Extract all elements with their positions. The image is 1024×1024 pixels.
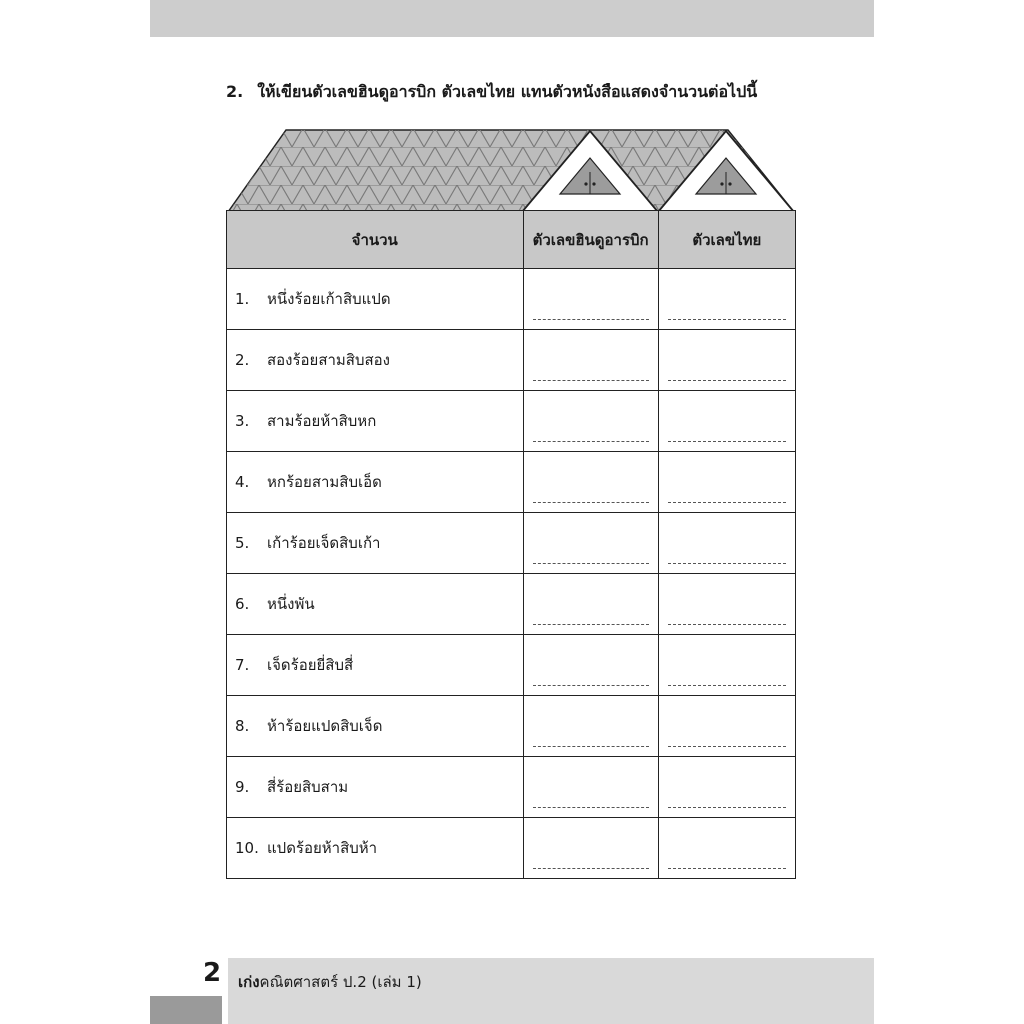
amount-text: ห้าร้อยแปดสิบเจ็ด: [267, 717, 383, 735]
arabic-answer-blank[interactable]: [523, 330, 658, 391]
arabic-answer-blank[interactable]: [523, 269, 658, 330]
page-number: 2: [202, 958, 222, 988]
book-title-text: คณิตศาสตร์ ป.2 (เล่ม 1): [259, 973, 422, 991]
amount-cell: [227, 330, 524, 391]
amount-text: แปดร้อยห้าสิบห้า: [267, 839, 378, 857]
item-number: 5.: [235, 534, 250, 552]
table-header-row: [227, 211, 796, 269]
amount-cell: [227, 818, 524, 879]
item-number: 2.: [235, 351, 250, 369]
table-row: [227, 635, 796, 696]
thai-answer-blank[interactable]: [658, 269, 795, 330]
table-row: [227, 330, 796, 391]
table-row: [227, 696, 796, 757]
thai-answer-blank[interactable]: [658, 818, 795, 879]
table-row: [227, 574, 796, 635]
amount-text: สองร้อยสามสิบสอง: [267, 351, 390, 369]
arabic-answer-blank[interactable]: [523, 452, 658, 513]
amount-cell: [227, 391, 524, 452]
exercise-number: 2.: [226, 82, 244, 101]
table-row: [227, 757, 796, 818]
arabic-answer-blank[interactable]: [523, 635, 658, 696]
number-conversion-table: [226, 210, 796, 879]
item-number: 10.: [235, 839, 259, 857]
thai-answer-blank[interactable]: [658, 696, 795, 757]
arabic-answer-blank[interactable]: [523, 574, 658, 635]
item-number: 9.: [235, 778, 250, 796]
amount-cell: [227, 696, 524, 757]
thai-answer-blank[interactable]: [658, 330, 795, 391]
arabic-answer-blank[interactable]: [523, 391, 658, 452]
table-row: [227, 391, 796, 452]
arabic-answer-blank[interactable]: [523, 513, 658, 574]
amount-text: เก้าร้อยเจ็ดสิบเก้า: [267, 534, 381, 552]
house-roof-illustration: [226, 128, 796, 214]
arabic-answer-blank[interactable]: [523, 818, 658, 879]
exercise-instruction-text: ให้เขียนตัวเลขฮินดูอารบิก ตัวเลขไทย แทนตัวหนังสือแสดงจำนวนต่อไปนี้: [257, 82, 758, 101]
thai-answer-blank[interactable]: [658, 513, 795, 574]
header-arabic-numerals: ตัวเลขฮินดูอารบิก: [523, 211, 658, 269]
thai-answer-blank[interactable]: [658, 635, 795, 696]
table-row: [227, 513, 796, 574]
amount-cell: [227, 269, 524, 330]
header-amount: จำนวน: [227, 211, 524, 269]
table-row: [227, 818, 796, 879]
exercise-instruction: [226, 80, 757, 105]
book-title: [238, 970, 422, 994]
item-number: 8.: [235, 717, 250, 735]
amount-text: สี่ร้อยสิบสาม: [267, 778, 349, 796]
footer-corner-block: [150, 996, 222, 1024]
top-gray-bar: [150, 0, 874, 37]
amount-cell: [227, 635, 524, 696]
thai-answer-blank[interactable]: [658, 757, 795, 818]
amount-cell: [227, 574, 524, 635]
item-number: 4.: [235, 473, 250, 491]
item-number: 1.: [235, 290, 250, 308]
item-number: 6.: [235, 595, 250, 613]
amount-cell: [227, 757, 524, 818]
table-row: [227, 452, 796, 513]
amount-cell: [227, 452, 524, 513]
amount-cell: [227, 513, 524, 574]
amount-text: หนึ่งร้อยเก้าสิบแปด: [267, 290, 391, 308]
thai-answer-blank[interactable]: [658, 574, 795, 635]
arabic-answer-blank[interactable]: [523, 757, 658, 818]
item-number: 3.: [235, 412, 250, 430]
book-brand: เก่ง: [238, 973, 260, 991]
amount-text: เจ็ดร้อยยี่สิบสี่: [267, 656, 354, 674]
item-number: 7.: [235, 656, 250, 674]
arabic-answer-blank[interactable]: [523, 696, 658, 757]
header-thai-numerals: ตัวเลขไทย: [658, 211, 795, 269]
amount-text: หกร้อยสามสิบเอ็ด: [267, 473, 382, 491]
thai-answer-blank[interactable]: [658, 452, 795, 513]
thai-answer-blank[interactable]: [658, 391, 795, 452]
amount-text: สามร้อยห้าสิบหก: [267, 412, 377, 430]
amount-text: หนึ่งพัน: [267, 595, 315, 613]
table-row: [227, 269, 796, 330]
